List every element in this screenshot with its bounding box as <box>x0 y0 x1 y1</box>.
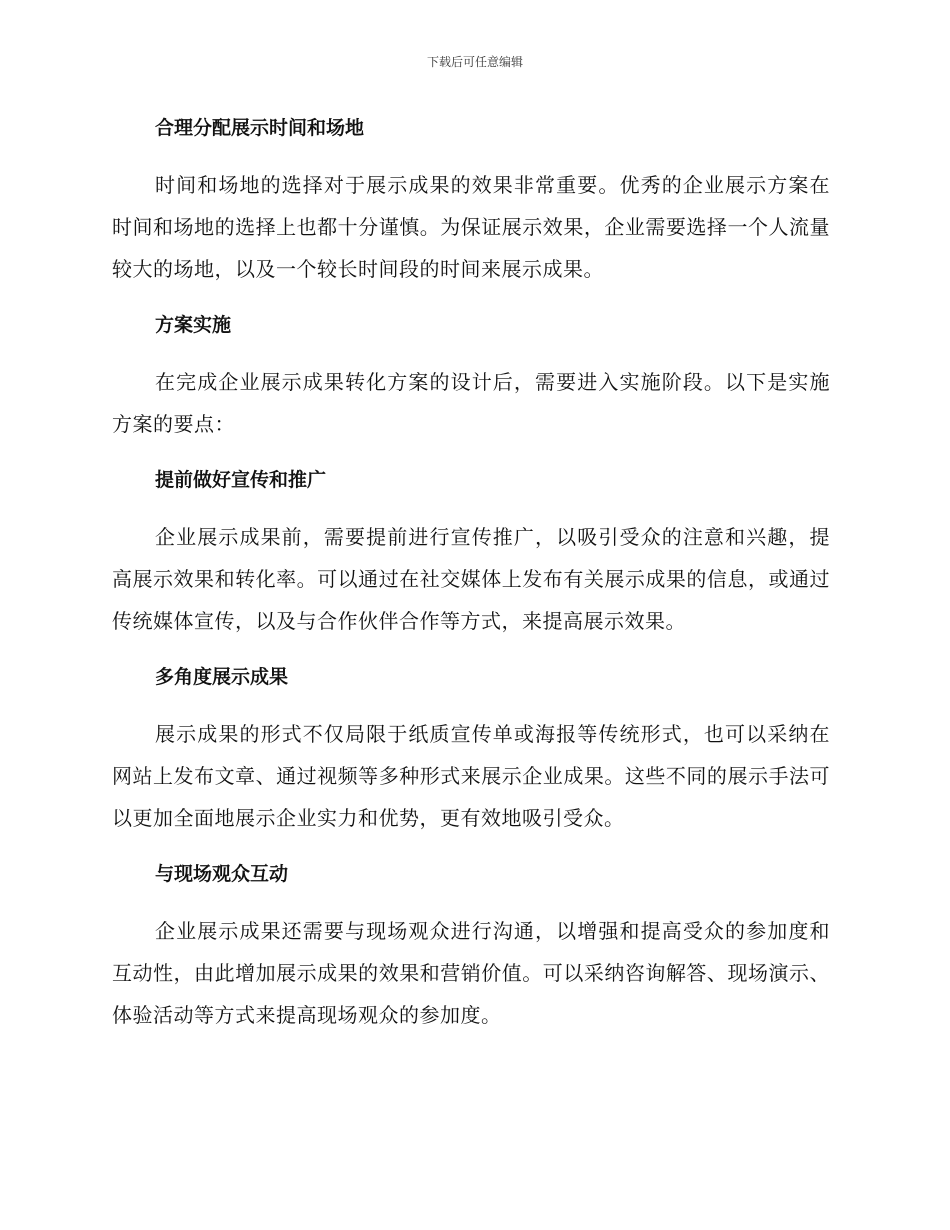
page-header: 下载后可任意编辑 <box>426 55 523 69</box>
section-paragraph-multi-angle: 展示成果的形式不仅局限于纸质宣传单或海报等传统形式，也可以采纳在网站上发布文章、通过视频等多种形式来展示企业成果。这些不同的展示手法可以更加全面地展示企业实力和优势，更有效地吸引受众。 <box>112 722 830 830</box>
document-body <box>112 109 830 1036</box>
section-heading-promotion: 提前做好宣传和推广 <box>155 469 327 491</box>
section-paragraph-promotion: 企业展示成果前，需要提前进行宣传推广，以吸引受众的注意和兴趣，提高展示效果和转化率。可以通过在社交媒体上发布有关展示成果的信息，或通过传统媒体宣传，以及与合作伙伴合作等方式，来提高展示效果。 <box>112 525 830 633</box>
section-heading-time-venue: 合理分配展示时间和场地 <box>155 117 365 139</box>
section-paragraph-implementation: 在完成企业展示成果转化方案的设计后，需要进入实施阶段。以下是实施方案的要点： <box>112 370 830 436</box>
section-paragraph-time-venue: 时间和场地的选择对于展示成果的效果非常重要。优秀的企业展示方案在时间和场地的选择上也都十分谨慎。为保证展示效果，企业需要选择一个人流量较大的场地，以及一个较长时间段的时间来展示成果。 <box>112 173 830 281</box>
section-heading-multi-angle: 多角度展示成果 <box>155 666 289 688</box>
section-heading-implementation: 方案实施 <box>155 314 232 336</box>
section-heading-audience-interaction: 与现场观众互动 <box>155 863 289 885</box>
section-paragraph-audience-interaction: 企业展示成果还需要与现场观众进行沟通，以增强和提高受众的参加度和互动性，由此增加展示成果的效果和营销价值。可以采纳咨询解答、现场演示、体验活动等方式来提高现场观众的参加度。 <box>112 919 830 1027</box>
